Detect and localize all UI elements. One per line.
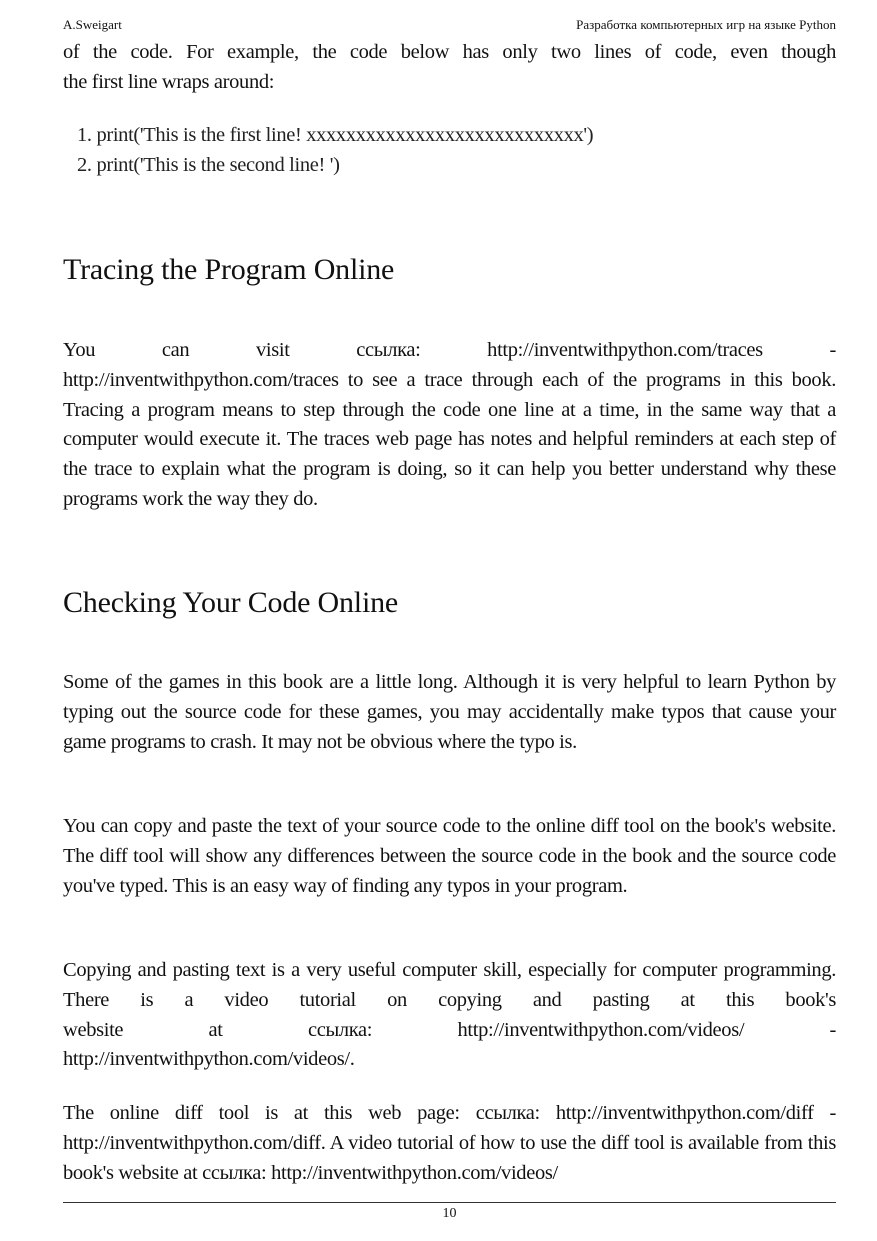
footer-divider [63, 1202, 836, 1203]
page-number: 10 [442, 1206, 457, 1221]
intro-paragraph [63, 38, 836, 98]
tracing-body: http://inventwithpython.com/traces to see a trace through each of the programs in this book. Tracing a program means to step through the code one line at a time, in the same way that a computer would execute it. The traces web page has notes and helpful reminders at each step of the trace to explain what the program is doing, so it can help you better understand why these programs work the way they do. [63, 368, 836, 510]
tracing-paragraph [63, 336, 836, 515]
videos-link-line[interactable]: website at ссылка: http://inventwithpython.com/videos/ - [63, 1018, 836, 1041]
checking-paragraph-1: Some of the games in this book are a little long. Although it is very helpful to learn Python by typing out the source code for these games, you may accidentally make typos that cause your game programs to crash. It may not be obvious where the typo is. [63, 671, 836, 753]
checking-paragraph-3 [63, 956, 836, 1075]
checking-paragraph-2: You can copy and paste the text of your source code to the online diff tool on the book's website. The diff tool will show any differences between the source code in the book and the source code you've typed. This is an easy way of finding any typos in your program. [63, 815, 836, 897]
header-author: A.Sweigart [63, 17, 122, 32]
page-header [63, 17, 836, 35]
intro-line-1: of the code. For example, the code below has only two lines of code, even though [63, 41, 836, 63]
tracing-link-line[interactable]: You can visit ссылка: http://inventwithpython.com/traces - [63, 339, 836, 361]
videos-link-end[interactable]: http://inventwithpython.com/videos/. [63, 1048, 355, 1071]
checking-paragraph-3-text: Copying and pasting text is a very useful computer skill, especially for computer programming. There is a video tutorial on copying and pasting at this book's [63, 959, 836, 1011]
code-line: 1. print('This is the first line! xxxxxxxxxxxxxxxxxxxxxxxxxxxx') [77, 124, 594, 146]
heading-tracing: Tracing the Program Online [63, 253, 395, 286]
heading-checking: Checking Your Code Online [63, 586, 398, 619]
code-example-list [77, 121, 593, 181]
document-page [63, 0, 836, 1241]
intro-line-2: the first line wraps around: [63, 70, 275, 93]
checking-paragraph-4: The online diff tool is at this web page: ссылка: http://inventwithpython.com/diff - http://inventwithpython.com/diff. A video tutorial of how to use the diff tool is available from this book's website at ссылка: http://inventwithpython.com/videos/ [63, 1102, 836, 1184]
header-book-title: Разработка компьютерных игр на языке Python [576, 17, 836, 32]
code-line: 2. print('This is the second line! ') [77, 153, 340, 176]
